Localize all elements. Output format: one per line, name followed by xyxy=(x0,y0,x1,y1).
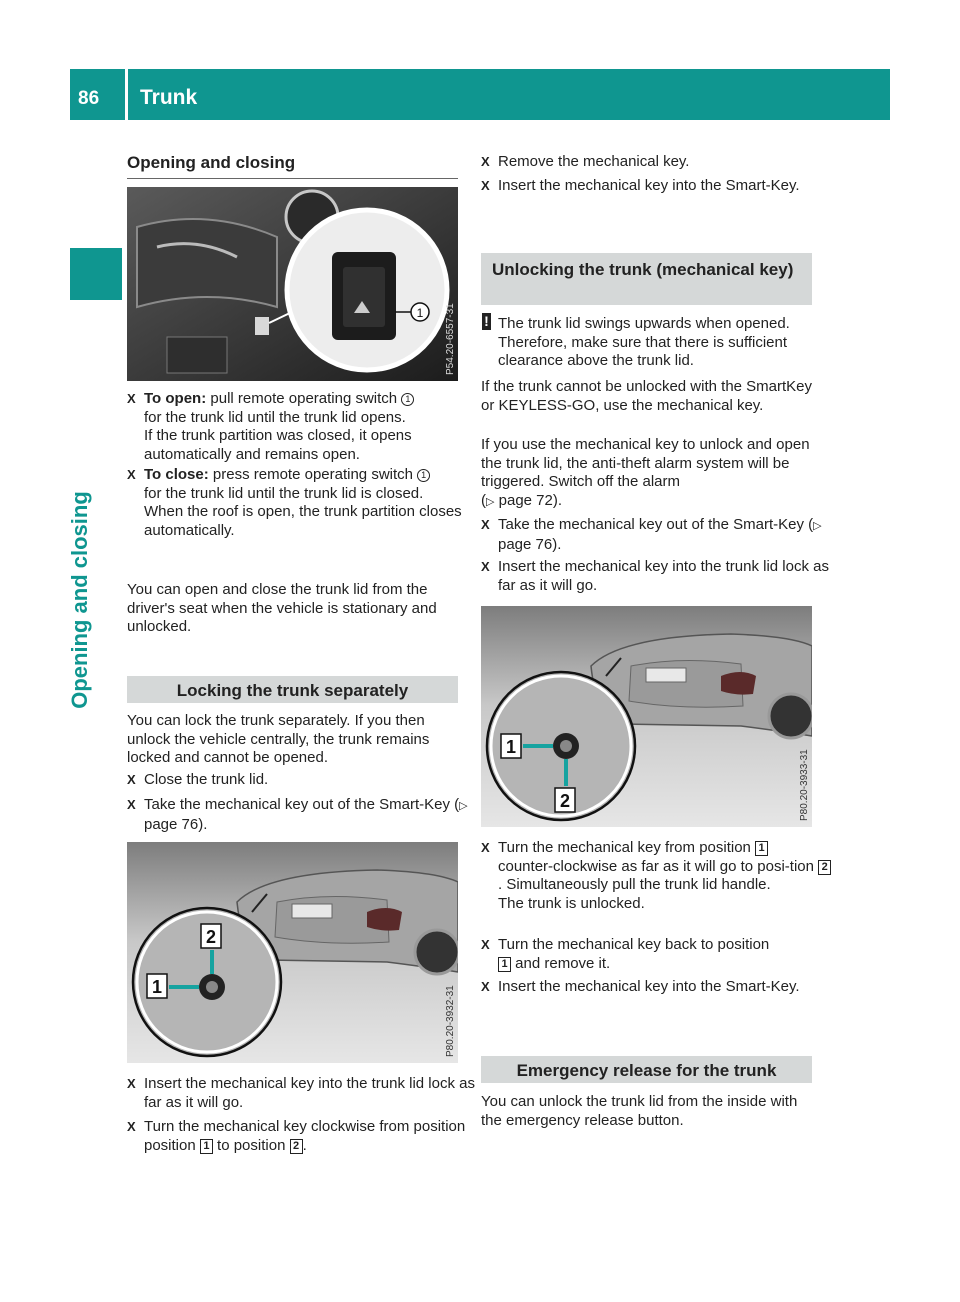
step-insert-into-smartkey-2: X Insert the mechanical key into the Smart-Key. xyxy=(481,978,832,997)
page-number: 86 xyxy=(78,88,100,109)
section-heading: Opening and closing xyxy=(127,153,296,172)
switch-location-marker xyxy=(255,317,269,335)
figure-code: P54.20-6557-31 xyxy=(445,303,456,375)
figure-trunk-lock-1 xyxy=(127,842,458,1063)
step-take-key: X Take the mechanical key out of the Smart-Key (▷ page 76). xyxy=(127,796,478,834)
car-wheel xyxy=(415,930,458,974)
position-1-label: 1 xyxy=(505,737,517,757)
figure-code: P80.20-3933-31 xyxy=(799,749,810,821)
step-insert-into-smartkey: X Insert the mechanical key into the Smart-Key. xyxy=(481,177,832,196)
step-insert-key: X Insert the mechanical key into the trunk lid lock as far as it will go. xyxy=(127,1075,478,1112)
position-1-label: 1 xyxy=(151,977,163,997)
step-close-lid: X Close the trunk lid. xyxy=(127,771,478,790)
switch-ref: 1 xyxy=(401,393,414,406)
step-remove-key: X Remove the mechanical key. xyxy=(481,153,832,172)
section-band-emergency: Emergency release for the trunk xyxy=(481,1056,812,1083)
section-band-locking: Locking the trunk separately xyxy=(127,676,458,703)
step-to-close: X To close: press remote operating switch 1 for the trunk lid until the trunk lid is closed. When the roof is open, the trunk partition closes automatically. xyxy=(127,466,478,541)
car-wheel xyxy=(769,694,812,738)
header-title: Trunk xyxy=(140,86,198,109)
side-tab-marker xyxy=(70,248,122,300)
step-turn-back: X Turn the mechanical key back to position 1 and remove it. xyxy=(481,936,832,973)
step-to-open: X To open: pull remote operating switch 1 for the trunk lid until the trunk lid opens. If the trunk partition was closed, it opens automatically and remains open. xyxy=(127,390,478,465)
figure-remote-switch xyxy=(127,187,458,381)
step-insert-trunk-lock: X Insert the mechanical key into the trunk lid lock as far as it will go. xyxy=(481,558,832,595)
position-2-label: 2 xyxy=(205,927,217,947)
paragraph-locking: You can lock the trunk separately. If you then unlock the vehicle centrally, the trunk remains locked and cannot be opened. xyxy=(127,712,430,767)
remote-switch-illustration xyxy=(127,187,458,381)
switch-ref: 1 xyxy=(417,469,430,482)
figure-trunk-lock-2 xyxy=(481,606,812,827)
paragraph-emergency: You can unlock the trunk lid from the inside with the emergency release button. xyxy=(481,1093,798,1129)
paragraph-cannot-unlock: If the trunk cannot be unlocked with the SmartKey or KEYLESS-GO, use the mechanical key. xyxy=(481,378,813,414)
step-turn-clockwise: X Turn the mechanical key clockwise from position position 1 to position 2 . xyxy=(127,1118,478,1155)
figure-code: P80.20-3932-31 xyxy=(445,985,456,1057)
section-band-unlocking: Unlocking the trunk (mechanical key) xyxy=(481,253,812,305)
heading-rule xyxy=(127,178,458,179)
paragraph-alarm: If you use the mechanical key to unlock and open the trunk lid, the anti-theft alarm system will be triggered. Switch off the alarm (▷ page 72). xyxy=(481,436,810,510)
paragraph-open-close-from-seat: You can open and close the trunk lid from the driver's seat when the vehicle is stationary and unlocked. xyxy=(127,581,437,636)
step-take-key: X Take the mechanical key out of the Smart-Key (▷ page 76). xyxy=(481,516,832,554)
step-turn-counterclockwise: X Turn the mechanical key from position 1 counter-clockwise as far as it will go to posi-tion 2. Simultaneously pull the trunk lid handle. The trunk is unlocked. xyxy=(481,839,832,914)
warning-clearance: ! The trunk lid swings upwards when opened. Therefore, make sure that there is sufficient clearance above the trunk lid. xyxy=(481,315,832,371)
switch-callout-label: 1 xyxy=(416,306,424,320)
side-tab-label: Opening and closing xyxy=(67,491,92,709)
position-2-label: 2 xyxy=(559,791,571,811)
header-separator xyxy=(125,69,128,120)
